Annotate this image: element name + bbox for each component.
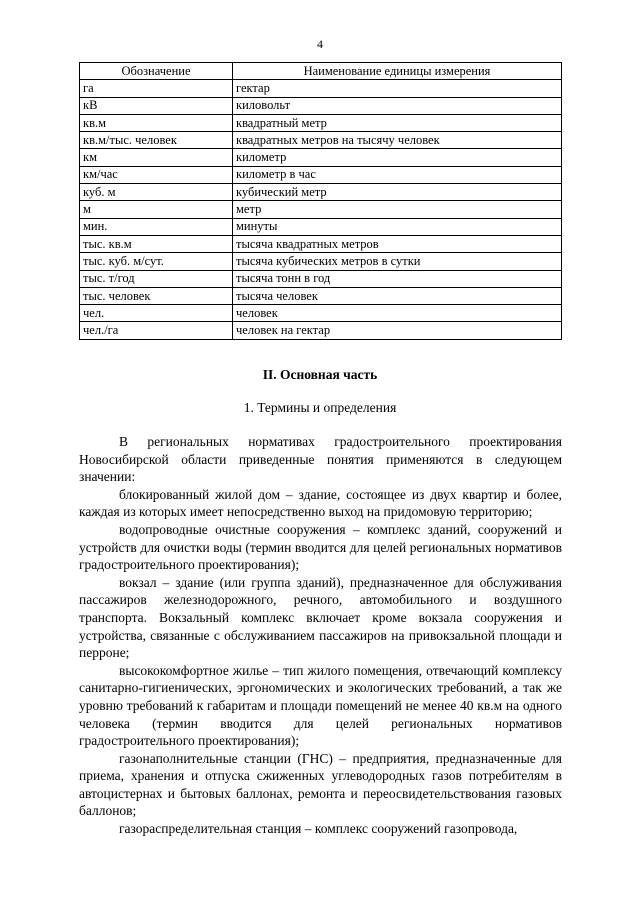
paragraph-definition: высококомфортное жилье – тип жилого помещения, отвечающий комплексу санитарно-гигиенических, эргономических и экологических требований, а так же уровню требований к габаритам и площади помещений не менее 40 кв.м на одного человека (термин вводится для целей региональных нормативов градостроительного проектирования); [79,662,562,749]
table-row [80,166,562,183]
table-row [80,235,562,252]
document-body [79,433,562,838]
paragraph-definition: газораспределительная станция – комплекс сооружений газопровода, [119,821,518,837]
table-row [80,287,562,304]
cell-designation: га [80,80,233,97]
cell-designation: км/час [80,166,233,183]
cell-unit-name: тысяча квадратных метров [233,235,562,252]
subsection-title: 1. Термины и определения [243,400,397,415]
table-row [80,132,562,149]
cell-unit-name: квадратный метр [233,114,562,131]
cell-unit-name: человек на гектар [233,322,562,339]
cell-unit-name: километр в час [233,166,562,183]
cell-unit-name: киловольт [233,97,562,114]
cell-designation: тыс. куб. м/сут. [80,253,233,270]
cell-designation: тыс. кв.м [80,235,233,252]
page-number: 4 [317,37,323,51]
paragraph-intro: В региональных нормативах градостроительного проектирования Новосибирской области приведенные понятия применяются в следующем значении: [79,434,562,485]
table-row [80,322,562,339]
section-title: II. Основная часть [262,367,378,382]
cell-designation: м [80,201,233,218]
cell-designation: куб. м [80,184,233,201]
table-row [80,253,562,270]
cell-designation: тыс. т/год [80,270,233,287]
cell-unit-name: тысяча человек [233,287,562,304]
cell-designation: км [80,149,233,166]
header-unit-name: Наименование единицы измерения [233,63,562,80]
table-row [80,114,562,131]
paragraph-definition: вокзал – здание (или группа зданий), предназначенное для обслуживания пассажиров железнодорожного, речного, автомобильного и воздушного транспорта. Вокзальный комплекс включает кроме вокзала сооружения и устройства, связанные с обслуживанием пассажиров на привокзальной площади и перроне; [79,574,562,661]
table-row [80,201,562,218]
cell-unit-name: гектар [233,80,562,97]
cell-unit-name: тысяча тонн в год [233,270,562,287]
cell-unit-name: метр [233,201,562,218]
cell-designation: кв.м/тыс. человек [80,132,233,149]
table-row [80,218,562,235]
cell-unit-name: человек [233,305,562,322]
cell-designation: чел./га [80,322,233,339]
table-row [80,80,562,97]
paragraph-definition: блокированный жилой дом – здание, состоящее из двух квартир и более, каждая из которых имеет непосредственно выход на придомовую территорию; [79,486,562,520]
table-row [80,97,562,114]
cell-unit-name: километр [233,149,562,166]
cell-unit-name: минуты [233,218,562,235]
cell-unit-name: квадратных метров на тысячу человек [233,132,562,149]
cell-designation: мин. [80,218,233,235]
units-table [79,62,562,340]
cell-unit-name: тысяча кубических метров в сутки [233,253,562,270]
paragraph-definition: водопроводные очистные сооружения – комплекс зданий, сооружений и устройств для очистки воды (термин вводится для целей региональных нормативов градостроительного проектирования); [79,521,562,573]
table-header-row [80,63,562,80]
cell-unit-name: кубический метр [233,184,562,201]
cell-designation: чел. [80,305,233,322]
table-row [80,149,562,166]
header-designation: Обозначение [80,63,233,80]
table-row [80,184,562,201]
cell-designation: тыс. человек [80,287,233,304]
paragraph-definition: газонаполнительные станции (ГНС) – предприятия, предназначенные для приема, хранения и отпуска сжиженных углеводородных газов потребителям в автоцистернах и бытовых баллонах, ремонта и переосвидетельствования газовых баллонов; [79,750,562,819]
cell-designation: кв.м [80,114,233,131]
table-row [80,270,562,287]
table-row [80,305,562,322]
cell-designation: кВ [80,97,233,114]
